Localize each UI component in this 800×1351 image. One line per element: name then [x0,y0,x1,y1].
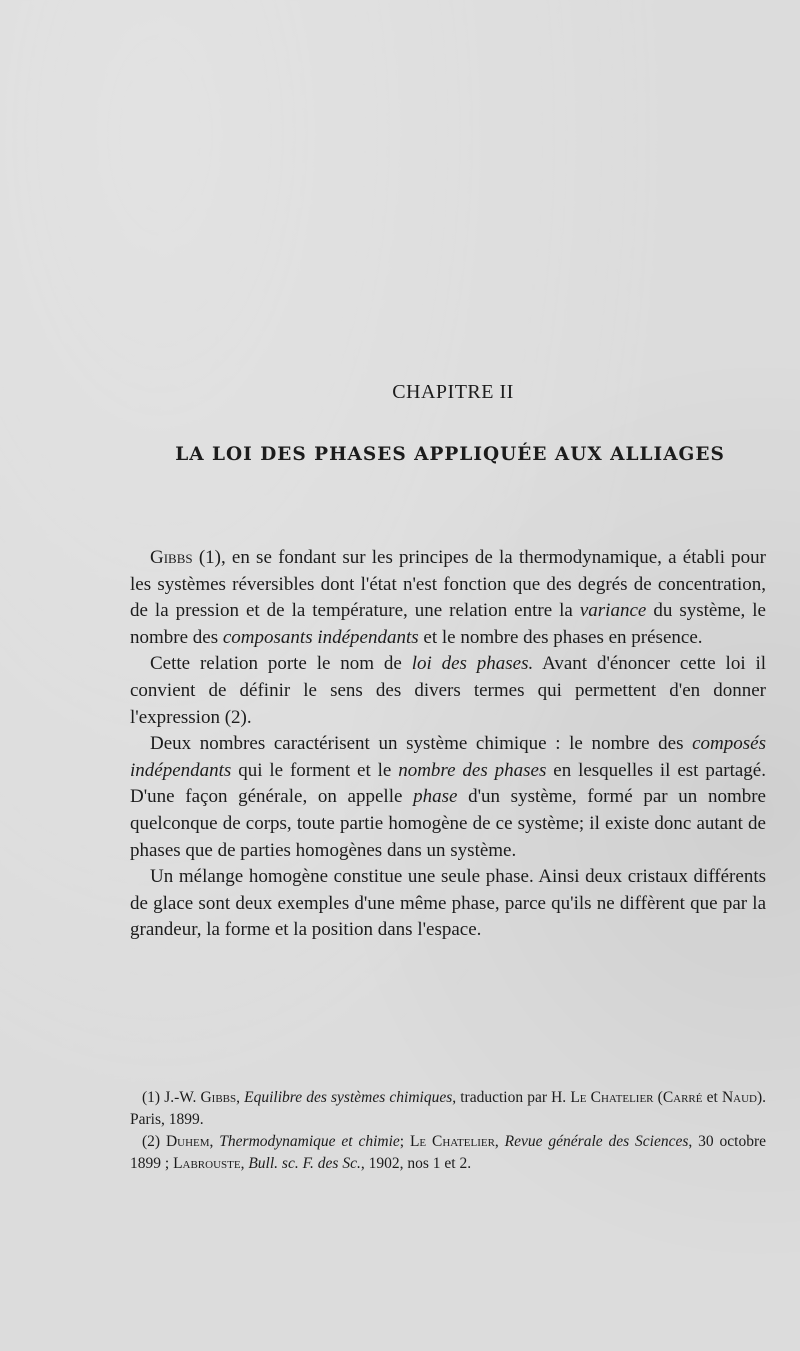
text-run: du système, le nombre des [130,600,766,648]
chapter-heading: CHAPITRE II [392,381,514,403]
text-run: , 1902, nos 1 et 2. [360,1155,472,1172]
small-caps-name: Le Chatelier [409,1133,495,1150]
italic-text: Equilibre des systèmes chimiques [244,1089,453,1106]
text-run: , [494,1133,505,1150]
text-run: Avant d'énoncer cette loi il convient de définir le sens des divers termes qui permettent d'en donner l'expression (2). [130,653,767,728]
text-run: ). Paris, 1899. [130,1089,767,1128]
text-run: (2) [142,1133,166,1150]
italic-text: composés indépendants [130,733,766,781]
paragraph [130,864,766,944]
text-run: Deux nombres caractérisent un système chimique : le nombre des [150,733,693,755]
small-caps-name: Carré [662,1089,703,1106]
italic-text: loi des phases. [411,653,534,675]
small-caps-name: Labrouste [173,1155,241,1172]
small-caps-name: Gibbs [150,547,193,568]
italic-text: Revue générale des Sciences [504,1133,689,1150]
text-run: , 30 octobre 1899 ; [130,1133,767,1172]
paragraph [130,731,766,864]
text-run: et [702,1089,722,1106]
text-run: en lesquelles il est partagé. D'une façon générale, on appelle [130,759,766,808]
small-caps-name: Naud [721,1089,757,1106]
footnotes [130,1087,766,1175]
text-run: ( [653,1089,663,1106]
italic-text: composants indépendants [222,626,419,648]
footnote [130,1131,766,1175]
text-run: , [209,1133,220,1150]
text-run: qui le forment et le [231,759,399,781]
text-run: d'un système, formé par un nombre quelconque de corps, toute partie homogène de ce système; il existe donc autant de phases que de parties homogènes dans un système. [130,786,766,861]
text-run: (1) J.-W. [142,1089,201,1106]
paragraph [130,545,766,651]
text-run: , traduction par H. [452,1089,571,1106]
small-caps-name: Duhem [165,1133,210,1150]
main-text [130,545,766,944]
text-run: , [240,1155,249,1172]
small-caps-name: Gibbs [200,1089,237,1106]
italic-text: Thermodynamique et chimie [219,1133,400,1150]
small-caps-name: Le Chatelier [570,1089,654,1106]
text-run: Cette relation porte le nom de [150,653,412,675]
text-run: et le nombre des phases en présence. [418,626,703,648]
italic-text: phase [413,786,458,808]
italic-text: variance [579,600,647,622]
text-run: , [236,1089,245,1106]
chapter-title: LA LOI DES PHASES APPLIQUÉE AUX ALLIAGES [175,444,725,465]
italic-text: Bull. sc. F. des Sc. [248,1155,361,1172]
text-run: (1), en se fondant sur les principes de la thermodynamique, a établi pour les systèmes réversibles dont l'état n'est fonction que des degrés de concentration, de la pression et de la température, une relation entre la [130,547,766,622]
text-run: ; [399,1133,410,1150]
paragraph [130,651,766,731]
italic-text: nombre des phases [398,759,547,781]
footnote [130,1087,766,1131]
text-run: Un mélange homogène constitue une seule phase. Ainsi deux cristaux différents de glace sont deux exemples d'une même phase, parce qu'ils ne diffèrent que par la grandeur, la forme et la position dans l'espace. [130,866,766,941]
